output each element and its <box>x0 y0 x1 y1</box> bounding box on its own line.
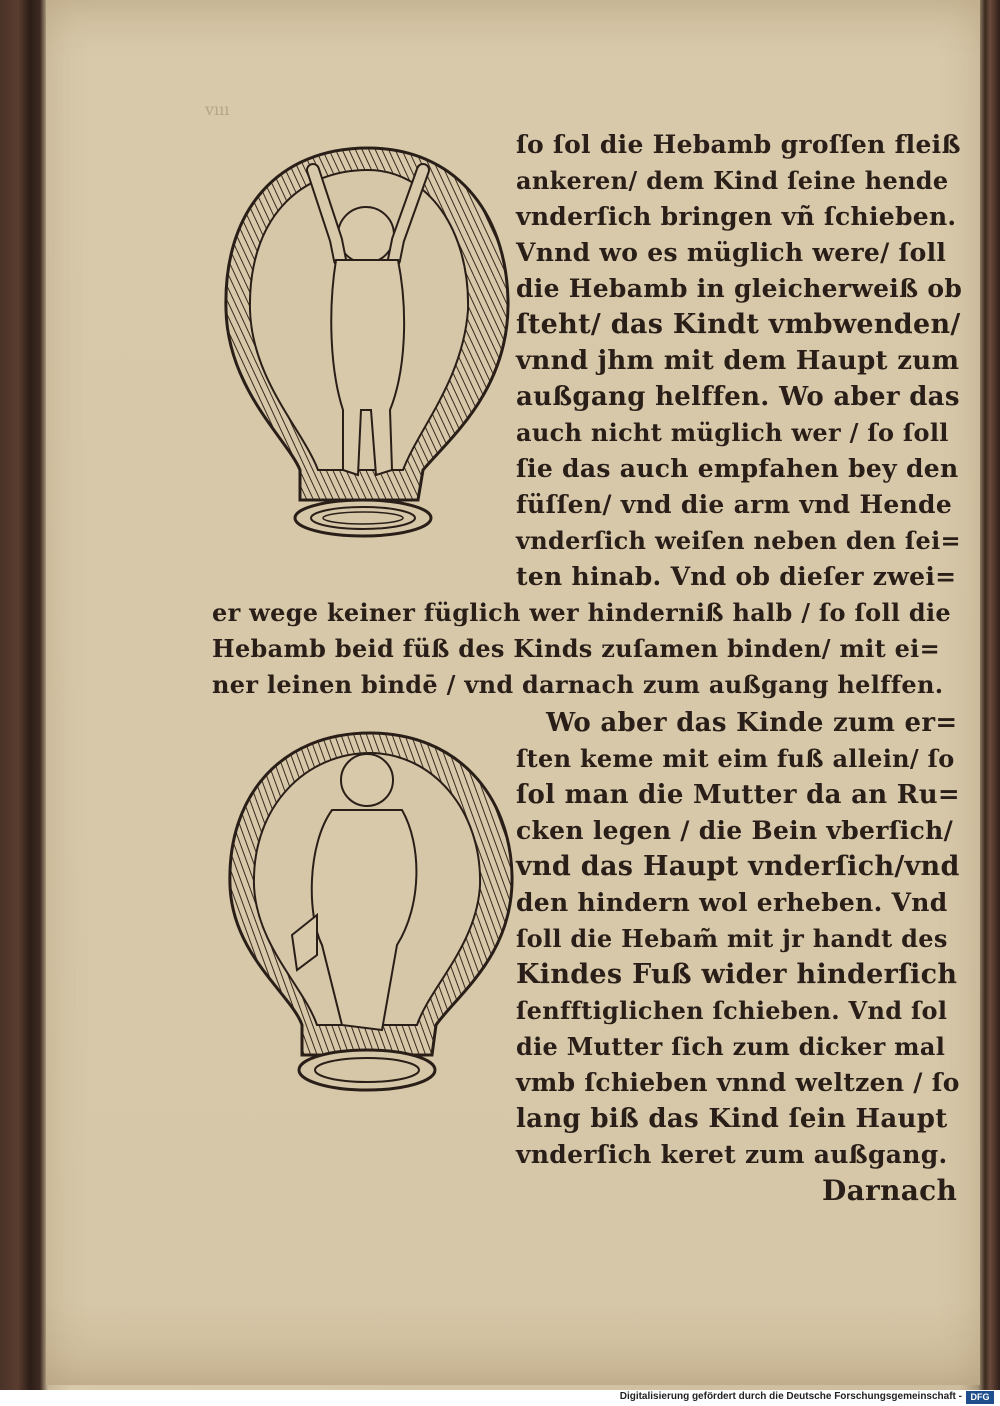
text-line: cken legen / die Bein vberſich/ <box>516 816 953 845</box>
text-line: den hindern wol erheben. Vnd <box>516 888 948 917</box>
text-line: ſenfftiglichen ſchieben. Vnd ſol <box>516 996 948 1025</box>
text-line: ſoll die Hebam̃ mit jr handt des <box>516 924 948 953</box>
woodcut-figure-arms-raised <box>218 140 518 545</box>
text-line: ſteht/ das Kindt vmbwenden/ <box>516 309 961 340</box>
text-line: ſten keme mit eim fuß allein/ ſo <box>516 744 955 773</box>
text-line: vmb ſchieben vnnd weltzen / ſo <box>516 1068 960 1097</box>
dfg-logo: DFG <box>966 1391 994 1404</box>
text-line: Kindes Fuß wider hinderſich <box>516 959 958 990</box>
text-line: vnderſich keret zum außgang. <box>516 1140 948 1169</box>
text-line: ankeren/ dem Kind ſeine hende <box>516 166 949 195</box>
text-line: vnnd jhm mit dem Haupt zum <box>516 346 960 376</box>
catchword: Darnach <box>822 1174 958 1207</box>
text-line: Vnnd wo es müglich were/ ſoll <box>516 238 947 267</box>
text-line: ſo ſol die Hebamb groſſen fleiß <box>516 130 961 159</box>
text-line: ten hinab. Vnd ob dieſer zwei= <box>516 562 957 591</box>
ghost-mark: vııı <box>205 100 230 119</box>
text-line: er wege keiner füglich wer hinderniß halb / ſo ſoll die <box>212 598 951 627</box>
text-line: vnd das Haupt vnderſich/vnd <box>516 851 960 882</box>
woodcut-figure-foot-presented <box>222 725 522 1100</box>
text-line: die Hebamb in gleicherweiß ob <box>516 274 963 303</box>
text-line: vnderſich bringen vñ ſchieben. <box>516 202 957 231</box>
text-line: auch nicht müglich wer / ſo ſoll <box>516 418 949 447</box>
text-line: lang biß das Kind ſein Haupt <box>516 1104 948 1134</box>
text-line: außgang helffen. Wo aber das <box>516 382 960 412</box>
text-line: ſie das auch empfahen bey den <box>516 454 959 483</box>
text-line: vnderſich weiſen neben den ſei= <box>516 526 961 555</box>
text-line: ſol man die Mutter da an Ru= <box>516 780 960 810</box>
text-line: füſſen/ vnd die arm vnd Hende <box>516 490 953 519</box>
footer-credit: Digitalisierung gefördert durch die Deutsche Forschungsgemeinschaft - <box>619 1391 962 1402</box>
text-line: ner leinen bindē / vnd darnach zum außgang helffen. <box>212 670 944 699</box>
text-line: Wo aber das Kinde zum er= <box>546 708 958 738</box>
text-line: die Mutter ſich zum dicker mal <box>516 1032 946 1061</box>
text-line: Hebamb beid füß des Kinds zuſamen binden/ mit ei= <box>212 634 941 663</box>
